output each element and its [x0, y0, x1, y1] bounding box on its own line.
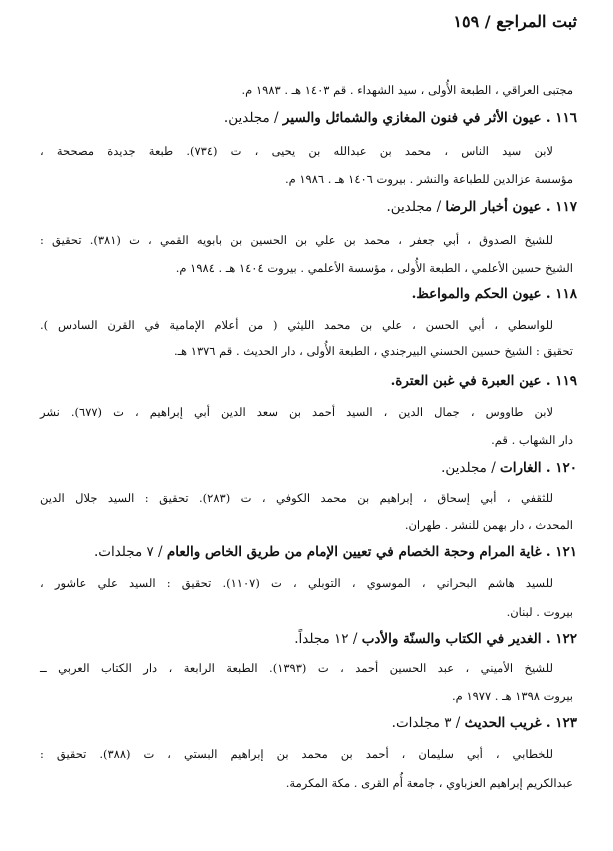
- volume-note: / ٣ مجلدات.: [391, 715, 465, 731]
- entry-line: للشيخ الأميني ، عبد الحسين أحمد ، ت (١٣٩٣). الطبعة الرابعة ، دار الكتاب العربي ــ: [40, 661, 553, 675]
- entry-number: ١٢٠ .: [545, 460, 577, 476]
- volume-note: / ١٢ مجلداً.: [294, 631, 362, 647]
- volume-note: / مجلدين.: [441, 460, 501, 476]
- entry-line: للشيخ الصدوق ، أبي جعفر ، محمد بن علي بن الحسين بن بابويه القمي ، ت (٣٨١). تحقيق :: [40, 233, 553, 247]
- book-title: غريب الحديث: [464, 715, 542, 731]
- entry-heading: [37, 543, 577, 561]
- entry-heading: [37, 198, 577, 216]
- entry-number: ١١٧ .: [545, 199, 577, 215]
- entry-number: ١١٦ .: [545, 110, 577, 126]
- entry-number: ١١٨ .: [545, 286, 577, 302]
- book-title: غاية المرام وحجة الخصام في تعيين الإمام من طريق الخاص والعام: [166, 544, 542, 560]
- entry-heading: [37, 459, 577, 477]
- entry-heading: [37, 630, 577, 648]
- entry-line: المحدث ، دار بهمن للنشر . طهران.: [404, 518, 573, 532]
- entry-line: بيروت . لبنان.: [506, 605, 573, 619]
- entry-number: ١٢٢ .: [545, 631, 577, 647]
- entry-line: للسيد هاشم البحراني ، الموسوي ، التوبلي ، ت (١١٠٧). تحقيق : السيد علي عاشور ،: [40, 576, 553, 590]
- entry-line: للواسطي ، أبي الحسن ، علي بن محمد الليثي ( من أعلام الإمامية في القرن السادس ).: [40, 318, 553, 332]
- entry-line: لابن طاووس ، جمال الدين ، السيد أحمد بن سعد الدين أبي إبراهيم ، ت (٦٧٧). نشر: [40, 405, 553, 419]
- entry-number: ١٢١ .: [545, 544, 577, 560]
- entry-number: ١١٩ .: [545, 373, 577, 389]
- book-title: الغدير في الكتاب والسنّة والأدب: [361, 631, 542, 647]
- entry-line: عبدالكريم إبراهيم العزباوي ، جامعة أُم القرى . مكة المكرمة.: [285, 776, 573, 790]
- page-header: ثبت المراجع / ١٥٩: [453, 12, 577, 31]
- book-title: عين العبرة في غبن العترة.: [390, 373, 542, 389]
- entry-line: مجتبى العراقي ، الطبعة الأُولى ، سيد الشهداء . قم ١٤٠٣ هـ . ١٩٨٣ م.: [241, 83, 573, 97]
- entry-heading: [37, 109, 577, 127]
- entry-heading: [37, 714, 577, 732]
- book-title: الغارات: [500, 460, 542, 476]
- volume-note: / ٧ مجلدات.: [93, 544, 167, 560]
- entry-heading: [37, 285, 577, 303]
- entry-line: مؤسسة عزالدين للطباعة والنشر . بيروت ١٤٠٦ هـ . ١٩٨٦ م.: [284, 172, 573, 186]
- volume-note: / مجلدين.: [386, 199, 446, 215]
- entry-line: بيروت ١٣٩٨ هـ . ١٩٧٧ م.: [452, 689, 573, 703]
- book-title: عيون الحكم والمواعظ.: [411, 286, 542, 302]
- entry-line: دار الشهاب . قم.: [491, 433, 573, 447]
- volume-note: / مجلدين.: [223, 110, 283, 126]
- entry-line: للثقفي ، أبي إسحاق ، إبراهيم بن محمد الكوفي ، ت (٢٨٣). تحقيق : السيد جلال الدين: [40, 491, 553, 505]
- entry-line: لابن سيد الناس ، محمد بن عبدالله بن يحيى ، ت (٧٣٤). طبعة جديدة مصححة ،: [40, 144, 553, 158]
- entry-number: ١٢٣ .: [545, 715, 577, 731]
- book-title: عيون أخبار الرضا: [445, 199, 542, 215]
- entry-heading: [37, 372, 577, 390]
- entry-line: الشيخ حسين الأعلمي ، الطبعة الأُولى ، مؤسسة الأعلمي . بيروت ١٤٠٤ هـ . ١٩٨٤ م.: [175, 261, 573, 275]
- entry-line: تحقيق : الشيخ حسين الحسني البيرجندي ، الطبعة الأُولى ، دار الحديث . قم ١٣٧٦ هـ.: [174, 344, 573, 358]
- entry-line: للخطابي ، أبي سليمان ، أحمد بن محمد بن إبراهيم البستي ، ت (٣٨٨). تحقيق :: [40, 747, 553, 761]
- book-title: عيون الأثر في فنون المغازي والشمائل والسير: [282, 110, 542, 126]
